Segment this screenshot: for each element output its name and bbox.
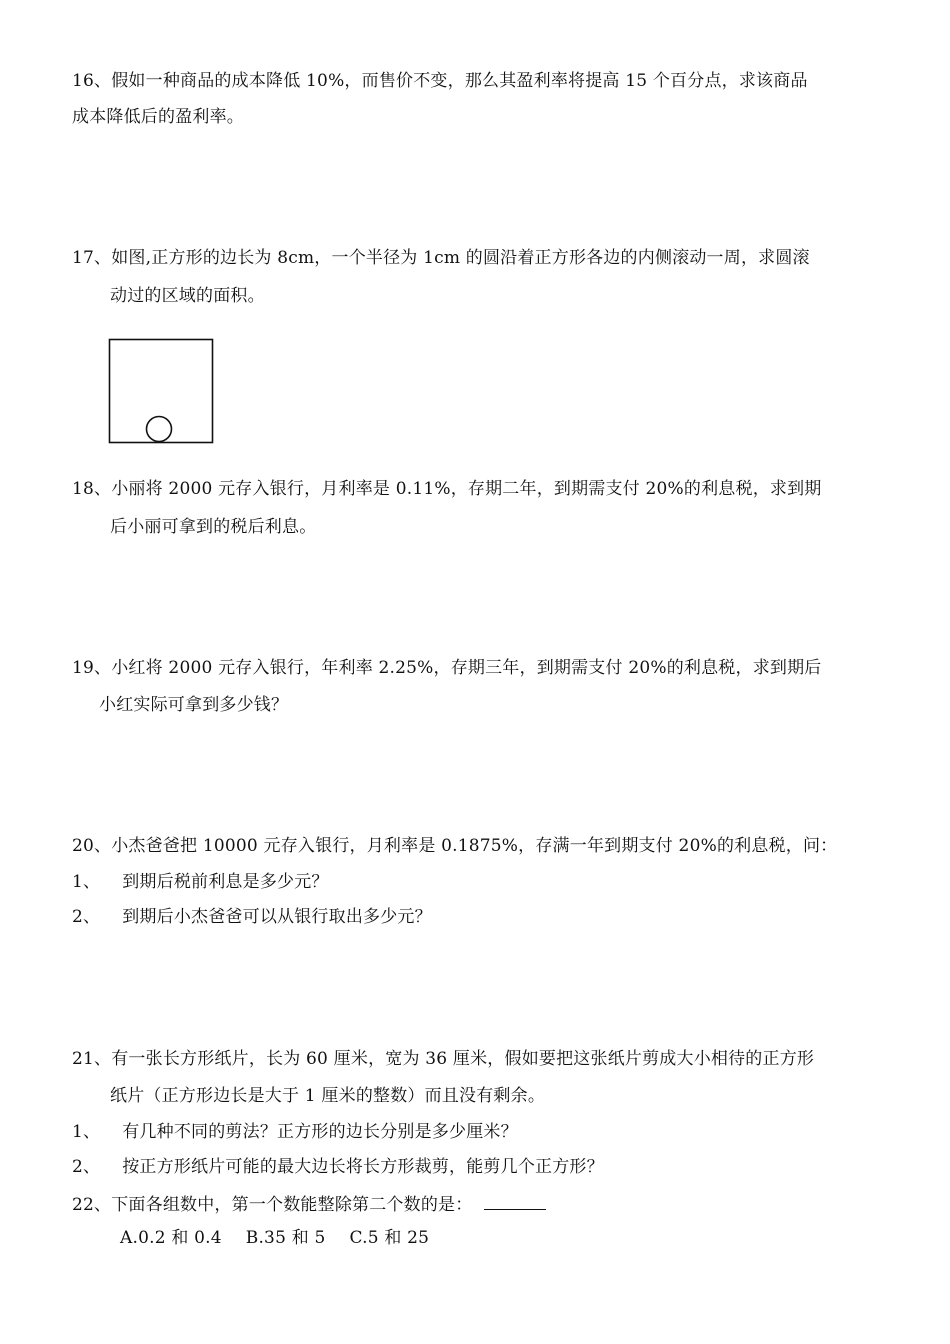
q22-question	[72, 1191, 546, 1217]
q22-options	[120, 1226, 429, 1250]
q18-text-line1: 18、小丽将 2000 元存入银行，月利率是 0.11%，存期二年，到期需支付 20%的利息税，求到期	[72, 479, 822, 499]
q20-sub1-number: 1、	[72, 872, 101, 892]
q22-text: 22、下面各组数中，第一个数能整除第二个数的是：	[72, 1195, 473, 1215]
square-with-circle-figure	[108, 338, 216, 446]
q20-sub1-text: 到期后税前利息是多少元？	[122, 872, 329, 892]
q20-sub1	[72, 870, 329, 894]
q21-sub1-number: 1、	[72, 1122, 101, 1142]
q20-sub2	[72, 905, 432, 929]
q19-text-line2: 小红实际可拿到多少钱？	[99, 695, 289, 715]
q21-sub2	[72, 1155, 604, 1179]
q21-sub2-number: 2、	[72, 1157, 101, 1177]
q21-sub1	[72, 1120, 518, 1144]
circle-shape	[147, 417, 172, 442]
q21-text-line2: 纸片（正方形边长是大于 1 厘米的整数）而且没有剩余。	[110, 1086, 546, 1106]
q20-sub2-text: 到期后小杰爸爸可以从银行取出多少元？	[122, 907, 432, 927]
q20-text-line1: 20、小杰爸爸把 10000 元存入银行，月利率是 0.1875%，存满一年到期支付 20%的利息税，问：	[72, 836, 838, 856]
q21-sub2-text: 按正方形纸片可能的最大边长将长方形裁剪，能剪几个正方形？	[122, 1157, 604, 1177]
q18-text-line2: 后小丽可拿到的税后利息。	[110, 517, 317, 537]
q20-sub2-number: 2、	[72, 907, 101, 927]
square-shape	[110, 340, 213, 443]
q21-sub1-text: 有几种不同的剪法？正方形的边长分别是多少厘米？	[122, 1122, 518, 1142]
option-c: C.5 和 25	[349, 1228, 430, 1248]
answer-blank[interactable]	[484, 1191, 546, 1210]
q16-text-line2: 成本降低后的盈利率。	[72, 107, 244, 127]
q17-text-line2: 动过的区域的面积。	[110, 286, 265, 306]
q17-text-line1: 17、如图,正方形的边长为 8cm，一个半径为 1cm 的圆沿着正方形各边的内侧滚动一周，求圆滚	[72, 248, 810, 268]
q21-text-line1: 21、有一张长方形纸片，长为 60 厘米，宽为 36 厘米，假如要把这张纸片剪成大小相待的正方形	[72, 1049, 815, 1069]
option-b: B.35 和 5	[245, 1228, 326, 1248]
q16-text-line1: 16、假如一种商品的成本降低 10%，而售价不变，那么其盈利率将提高 15 个百分点，求该商品	[72, 71, 808, 91]
option-a: A.0.2 和 0.4	[120, 1228, 222, 1248]
q19-text-line1: 19、小红将 2000 元存入银行，年利率 2.25%，存期三年，到期需支付 20%的利息税，求到期后	[72, 658, 822, 678]
